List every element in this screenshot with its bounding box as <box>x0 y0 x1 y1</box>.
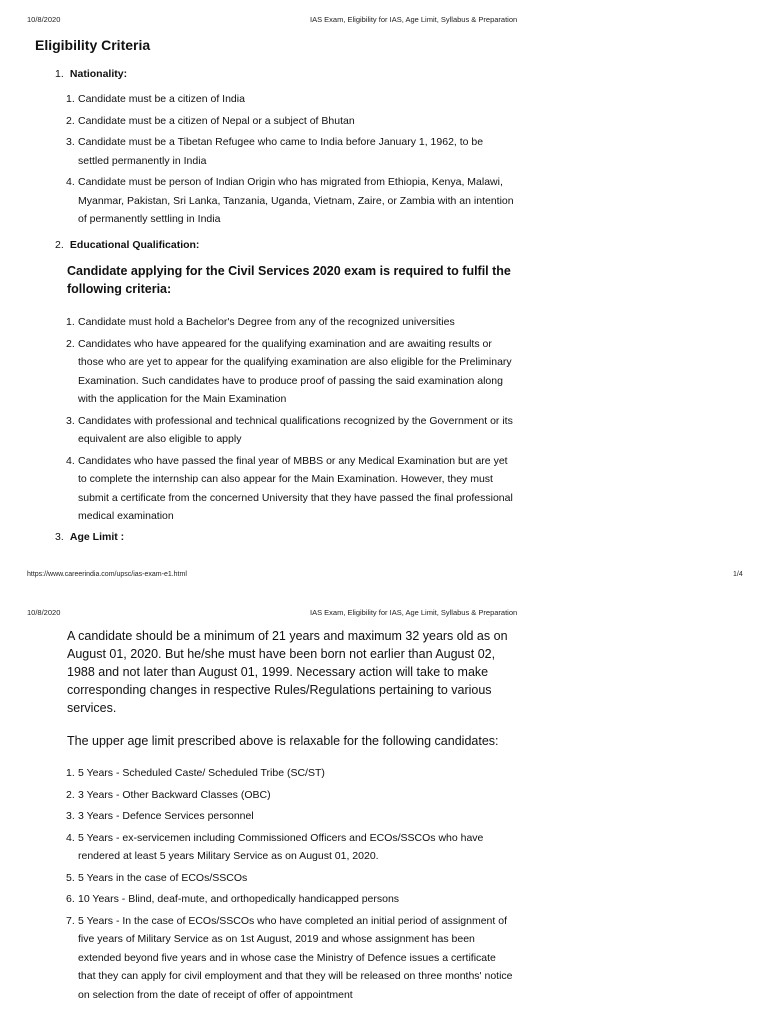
section-label: Age Limit : <box>69 531 125 543</box>
nationality-list <box>66 90 516 232</box>
print-header-title: IAS Exam, Eligibility for IAS, Age Limit, Syllabus & Preparation <box>310 15 518 24</box>
section-nationality <box>55 68 127 80</box>
print-page-2 <box>0 596 768 1024</box>
list-item: 5. 5 Years in the case of ECOs/SSCOs <box>66 871 248 884</box>
list-item-text: 10 Years - Blind, deaf-mute, and orthopedically handicapped persons <box>78 893 400 905</box>
print-header-date: 10/8/2020 <box>27 608 61 617</box>
list-item-text: Candidate must be a Tibetan Refugee who came to India before January 1, 1962, to be settled permanently in India <box>78 136 484 167</box>
list-item: 4. Candidate must be person of Indian Origin who has migrated from Ethiopia, Kenya, Malawi, Myanmar, Pakistan, Sri Lanka, Tanzania, Uganda, Vietnam, Zaire, or Zambia with an intention of permanently settling in India <box>66 176 514 225</box>
list-item: 1. Candidate must hold a Bachelor's Degree from any of the recognized universities <box>66 316 455 328</box>
list-item: 7. 5 Years - In the case of ECOs/SSCOs who have completed an initial period of assignment of five years of Military Service as on 1st August, 2019 and whose assignment has been extended beyond five years and in whose case the Ministry of Defence issues a certificate that they can apply for civil employment and that they will be released on three months' notice on selection from the date of receipt of offer of appointment <box>66 914 513 1001</box>
list-item: 4. 5 Years - ex-servicemen including Commissioned Officers and ECOs/SSCOs who have rendered at least 5 years Military Service as on August 01, 2020. <box>66 831 484 862</box>
education-subheading: Candidate applying for the Civil Services 2020 exam is required to fulfil the following criteria: <box>67 264 511 296</box>
education-list <box>66 313 516 529</box>
section-number: 2. <box>55 239 64 251</box>
section-number: 3. <box>55 531 64 543</box>
list-item-text: Candidates who have passed the final year of MBBS or any Medical Examination but are yet to complete the internship can also appear for the Main Examination. However, they must submit a certificate from the concerned University that they have passed the final professional medical examination <box>78 454 513 522</box>
list-item-text: Candidate must be person of Indian Origin who has migrated from Ethiopia, Kenya, Malawi, Myanmar, Pakistan, Sri Lanka, Tanzania, Uganda, Vietnam, Zaire, or Zambia with an intention of permanently settling in India <box>78 176 514 225</box>
section-age-limit <box>55 531 124 543</box>
list-item: 6. 10 Years - Blind, deaf-mute, and orthopedically handicapped persons <box>66 893 400 905</box>
list-item-text: Candidate must be a citizen of Nepal or a subject of Bhutan <box>78 114 355 127</box>
list-item: 3. 3 Years - Defence Services personnel <box>66 810 254 822</box>
age-limit-paragraph: A candidate should be a minimum of 21 years and maximum 32 years old as on August 01, 2020. But he/she must have been born not earlier than August 02, 1988 and not later than August 01, 1999. Necessary action will take to make corresponding changes in respective Rules/Regulations pertaining to various services. <box>67 629 508 715</box>
list-item-text: 3 Years - Defence Services personnel <box>78 810 254 822</box>
list-item: 3. Candidates with professional and technical qualifications recognized by the Government or its equivalent are also eligible to apply <box>66 414 513 445</box>
list-item-text: Candidate must be a citizen of India <box>78 93 245 105</box>
list-item-text: 5 Years - In the case of ECOs/SSCOs who have completed an initial period of assignment of five years of Military Service as on 1st August, 2019 and whose assignment has been extended beyond five years and in whose case the Ministry of Defence issues a certificate that they can apply for civil employment and that they will be released on three months' notice on selection from the date of receipt of offer of appointment <box>78 914 513 1001</box>
list-item: 2. 3 Years - Other Backward Classes (OBC) <box>66 788 271 801</box>
list-item-text: Candidates with professional and technical qualifications recognized by the Government or its equivalent are also eligible to apply <box>78 414 513 445</box>
list-item: 3. Candidate must be a Tibetan Refugee who came to India before January 1, 1962, to be settled permanently in India <box>66 136 484 167</box>
print-footer-page-number: 1/4 <box>733 571 743 578</box>
print-header-title: IAS Exam, Eligibility for IAS, Age Limit, Syllabus & Preparation <box>310 608 518 617</box>
relaxation-paragraph: The upper age limit prescribed above is relaxable for the following candidates: <box>67 734 499 748</box>
list-item-text: Candidate must hold a Bachelor's Degree from any of the recognized universities <box>78 316 455 328</box>
list-item-text: 5 Years in the case of ECOs/SSCOs <box>78 871 248 884</box>
list-item: 4. Candidates who have passed the final year of MBBS or any Medical Examination but are yet to complete the internship can also appear for the Main Examination. However, they must submit a certificate from the concerned University that they have passed the final professional medical examination <box>66 454 513 522</box>
age-relaxation-list <box>66 764 516 1007</box>
section-number: 1. <box>55 68 64 80</box>
list-item: 2. Candidate must be a citizen of Nepal or a subject of Bhutan <box>66 114 355 127</box>
list-item: 2. Candidates who have appeared for the qualifying examination and are awaiting results or those who are yet to appear for the qualifying examination are also eligible for the Preliminary Examination. Such candidates have to produce proof of passing the said examination along with the application for the Main Examination <box>66 337 512 405</box>
section-label: Educational Qualification: <box>69 239 200 251</box>
section-education <box>55 239 199 251</box>
list-item: 1. Candidate must be a citizen of India <box>66 93 245 105</box>
print-header-date: 10/8/2020 <box>27 15 61 24</box>
list-item-text: 3 Years - Other Backward Classes (OBC) <box>78 788 271 801</box>
print-footer-url: https://www.careerindia.com/upsc/ias-exam-e1.html <box>27 571 187 578</box>
list-item-text: 5 Years - ex-servicemen including Commissioned Officers and ECOs/SSCOs who have rendered at least 5 years Military Service as on August 01, 2020. <box>78 831 484 862</box>
section-label: Nationality: <box>69 68 128 80</box>
eligibility-heading: Eligibility Criteria <box>35 37 151 53</box>
list-item-text: Candidates who have appeared for the qualifying examination and are awaiting results or those who are yet to appear for the qualifying examination are also eligible for the Preliminary Examination. Such candidates have to produce proof of passing the said examination along with the application for the Main Examination <box>78 337 512 405</box>
list-item: 1. 5 Years - Scheduled Caste/ Scheduled Tribe (SC/ST) <box>66 767 325 779</box>
list-item-text: 5 Years - Scheduled Caste/ Scheduled Tribe (SC/ST) <box>78 767 325 779</box>
